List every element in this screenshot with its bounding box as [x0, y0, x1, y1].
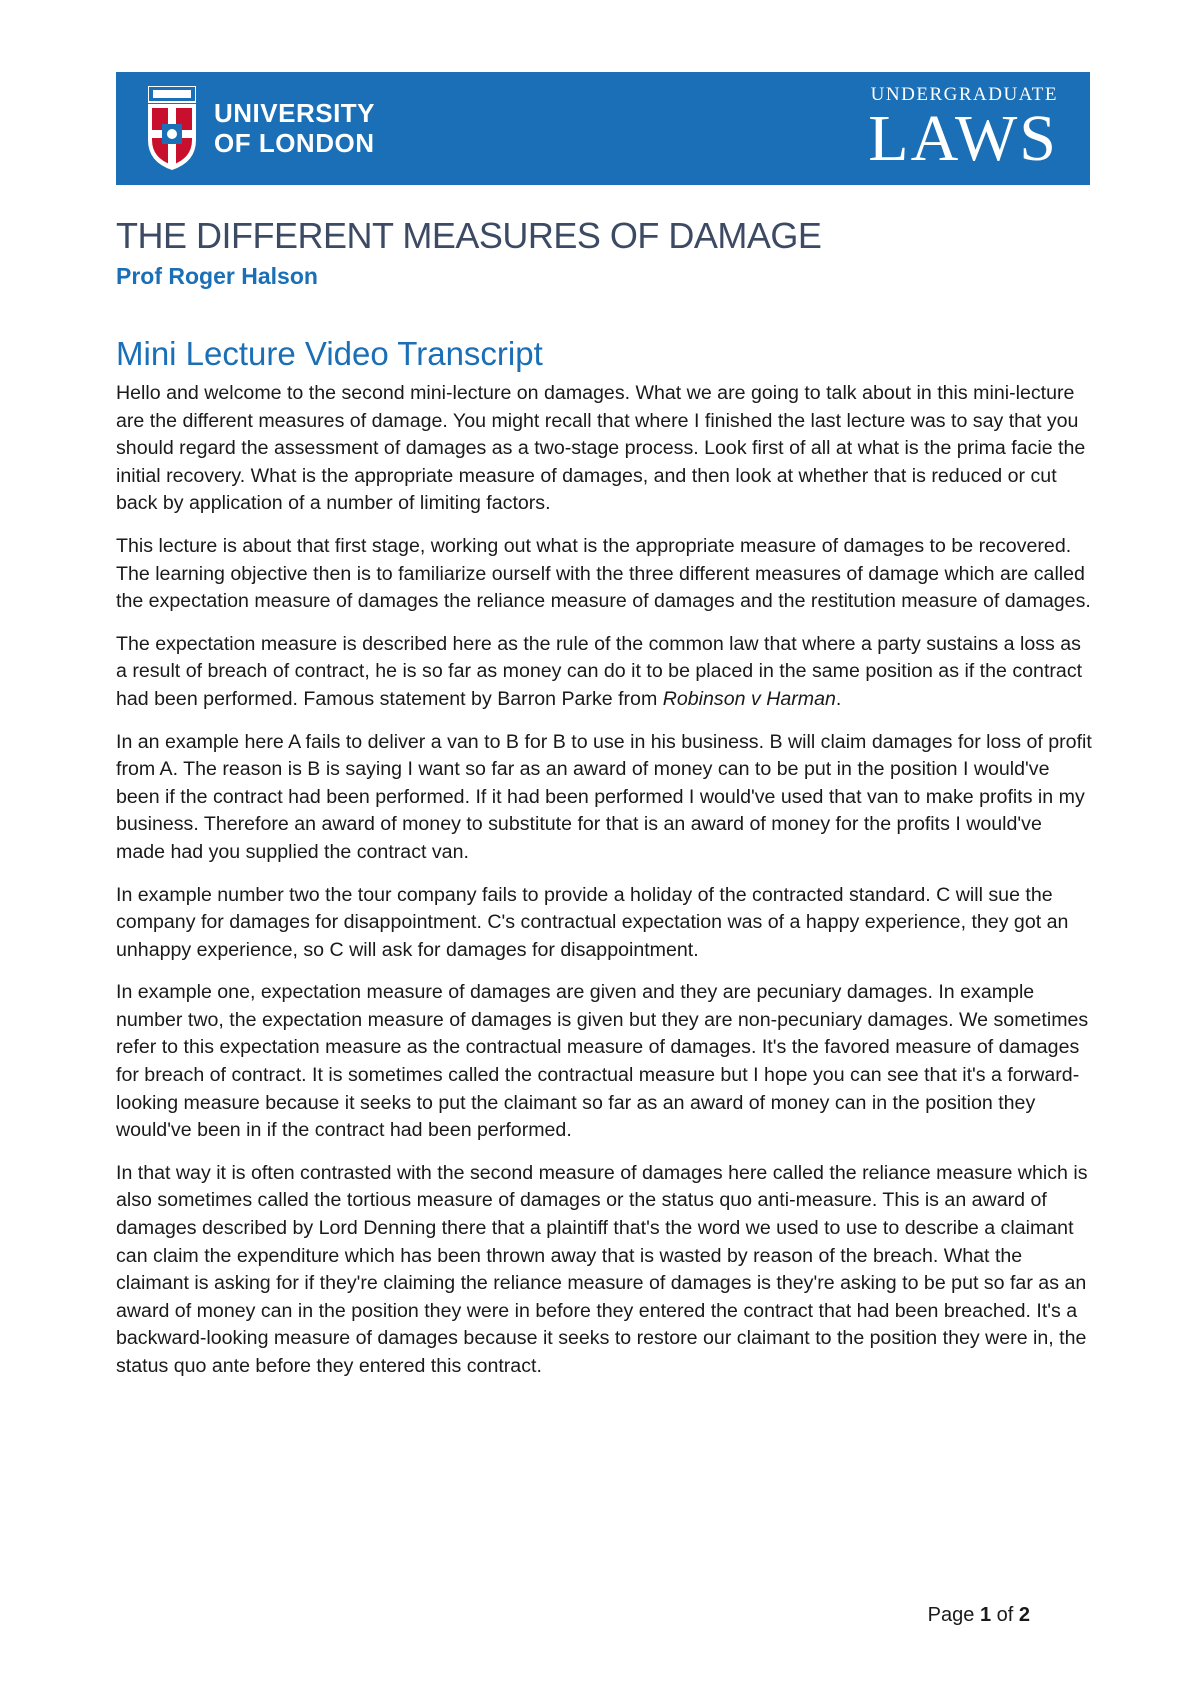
- paragraph: In example number two the tour company fails to provide a holiday of the contracted standard. C will sue the company for damages for disappointment. C's contractual expectation was of a happy experience, they got an unhappy experience, so C will ask for damages for disappointment.: [116, 883, 1069, 961]
- paragraph: Hello and welcome to the second mini-lecture on damages. What we are going to talk about in this mini-lecture are the different measures of damage. You might recall that where I finished the last lecture was to say that you should regard the assessment of damages as a two-stage process. Look first of all at what is the prima facie the initial recovery. What is the appropriate measure of damages, and then look at whether that is reduced or cut back by application of a number of limiting factors.: [116, 382, 1086, 515]
- page-number: [928, 1604, 1030, 1627]
- page-total: 2: [1018, 1604, 1030, 1626]
- page-label: Page: [927, 1604, 975, 1626]
- page-of: of: [996, 1604, 1014, 1626]
- programme-name: LAWS: [868, 102, 1058, 175]
- paragraph: In an example here A fails to deliver a van to B for B to use in his business. B will claim damages for loss of profit from A. The reason is B is saying I want so far as an award of money can to be put in the position I would've been if the contract had been performed. If it had been performed I would've used that van to make profits in my business. Therefore an award of money to substitute for that is an award of money for the profits I would've made had you supplied the contract van.: [116, 730, 1092, 863]
- university-name: [214, 98, 375, 158]
- university-crest-icon: [148, 86, 196, 170]
- university-name-line2: OF LONDON: [214, 128, 375, 158]
- document-title: THE DIFFERENT MEASURES OF DAMAGE: [116, 215, 822, 256]
- case-citation-end: .: [835, 687, 842, 710]
- paragraph: This lecture is about that first stage, working out what is the appropriate measure of damages to be recovered. The learning objective then is to familiarize ourself with the three different measures of damage which are called the expectation measure of damages the reliance measure of damages and the restitution measure of damages.: [116, 534, 1091, 613]
- university-logo: [148, 86, 375, 170]
- paragraph: In that way it is often contrasted with the second measure of damages here called the reliance measure which is also sometimes called the tortious measure of damages or the status quo anti-measure. This is an award of damages described by Lord Denning there that a plaintiff that's the word we used to use to describe a claimant can claim the expenditure which has been thrown away that is wasted by reason of the breach. What the claimant is asking for if they're claiming the reliance measure of damages is they're asking to be put so far as an award of money can in the position they were in before they entered the contract that had been breached. It's a backward-looking measure of damages because it seeks to restore our claimant to the position they were in, the status quo ante before they entered this contract.: [116, 1161, 1088, 1377]
- header-banner: [116, 72, 1090, 185]
- programme-level: UNDERGRADUATE: [870, 84, 1058, 105]
- section-heading: Mini Lecture Video Transcript: [116, 335, 543, 372]
- paragraph: In example one, expectation measure of damages are given and they are pecuniary damages. In example number two, the expectation measure of damages is given but they are non-pecuniary damages. We sometimes refer to this expectation measure as the contractual measure of damages. It's the favored measure of damages for breach of contract. It is sometimes called the contractual measure but I hope you can see that it's a forward-looking measure because it seeks to put the claimant so far as an award of money can in the position they would've been in if the contract had been performed.: [116, 981, 1089, 1142]
- document-author: Prof Roger Halson: [116, 263, 318, 289]
- university-name-line1: UNIVERSITY: [214, 98, 376, 128]
- paragraph: [116, 631, 1096, 714]
- paragraph-text: The expectation measure is described here as the rule of the common law that where a party sustains a loss as a result of breach of contract, he is so far as money can do it to be placed in the same position as if the contract had been performed. Famous statement by Barron Parke from: [116, 632, 1083, 710]
- programme-logo: [868, 84, 1058, 175]
- case-citation: Robinson v Harman: [662, 687, 836, 710]
- page-current: 1: [979, 1604, 992, 1626]
- transcript-body: [116, 380, 1096, 1396]
